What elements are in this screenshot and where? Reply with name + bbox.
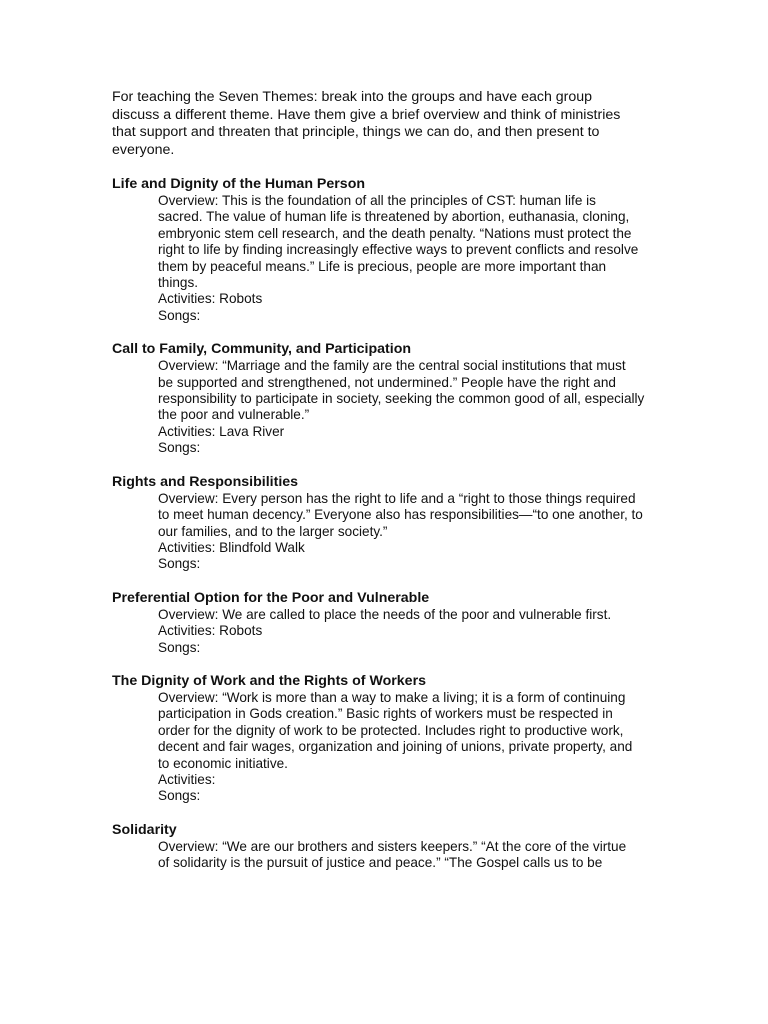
activities-line: Activities: Blindfold Walk — [158, 539, 305, 555]
section-body — [158, 358, 672, 456]
overview-text: Overview: This is the foundation of all the principles of CST: human life is sacred. The value of human life is threatened by abortion, euthanasia, cloning, embryonic stem cell research, and the death penalty. “Nations must protect the right to life by finding increasingly effective ways to prevent conflicts and resolve them by peaceful means.” Life is precious, people are more important than things. — [158, 193, 639, 291]
activities-line: Activities: Robots — [158, 623, 263, 639]
section-title: Call to Family, Community, and Participation — [112, 341, 412, 358]
songs-line: Songs: — [158, 440, 201, 456]
overview-text: Overview: “We are our brothers and sisters keepers.” “At the core of the virtue of solidarity is the pursuit of justice and peace.” “The Gospel calls us to be — [158, 838, 627, 871]
activities-line: Activities: Lava River — [158, 423, 285, 439]
overview-text: Overview: “Work is more than a way to make a living; it is a form of continuing participation in Gods creation.” Basic rights of workers must be respected in order for the dignity of work to be protected. Includes right to productive work, decent and fair wages, organization and joining of unions, private property, and to economic initiative. — [158, 689, 633, 771]
section-body — [158, 491, 672, 573]
section-body — [158, 839, 672, 872]
activities-line: Activities: Robots — [158, 291, 263, 307]
songs-line: Songs: — [158, 307, 201, 323]
section-title: Rights and Responsibilities — [112, 473, 299, 490]
document-page — [112, 89, 672, 872]
section-family-community — [112, 341, 672, 456]
section-rights-responsibilities — [112, 474, 672, 573]
section-solidarity — [112, 822, 672, 872]
overview-text: Overview: We are called to place the needs of the poor and vulnerable first. — [158, 606, 612, 622]
section-preferential-option — [112, 590, 672, 656]
overview-text: Overview: Every person has the right to life and a “right to those things required to meet human decency.” Everyone also has responsibilities—“to one another, to our families, and to the larger society.” — [158, 490, 643, 539]
activities-line: Activities: — [158, 771, 216, 787]
section-title: Life and Dignity of the Human Person — [112, 176, 366, 192]
section-body — [158, 193, 672, 324]
section-dignity-of-work — [112, 673, 672, 805]
songs-line: Songs: — [158, 639, 201, 655]
section-life-dignity — [112, 176, 672, 324]
section-body — [158, 607, 672, 656]
songs-line: Songs: — [158, 556, 201, 572]
section-body — [158, 690, 672, 805]
songs-line: Songs: — [158, 788, 201, 804]
section-title: The Dignity of Work and the Rights of Workers — [112, 672, 426, 689]
section-title: Preferential Option for the Poor and Vulnerable — [112, 589, 430, 606]
intro-paragraph: For teaching the Seven Themes: break into the groups and have each group discuss a different theme. Have them give a brief overview and think of ministries that support and threaten that principle, things we can do, and then present to everyone. — [112, 89, 621, 158]
overview-text: Overview: “Marriage and the family are the central social institutions that must be supported and strengthened, not undermined.” People have the right and responsibility to participate in society, seeking the common good of all, especially the poor and vulnerable.” — [158, 358, 645, 423]
section-title: Solidarity — [112, 821, 177, 838]
